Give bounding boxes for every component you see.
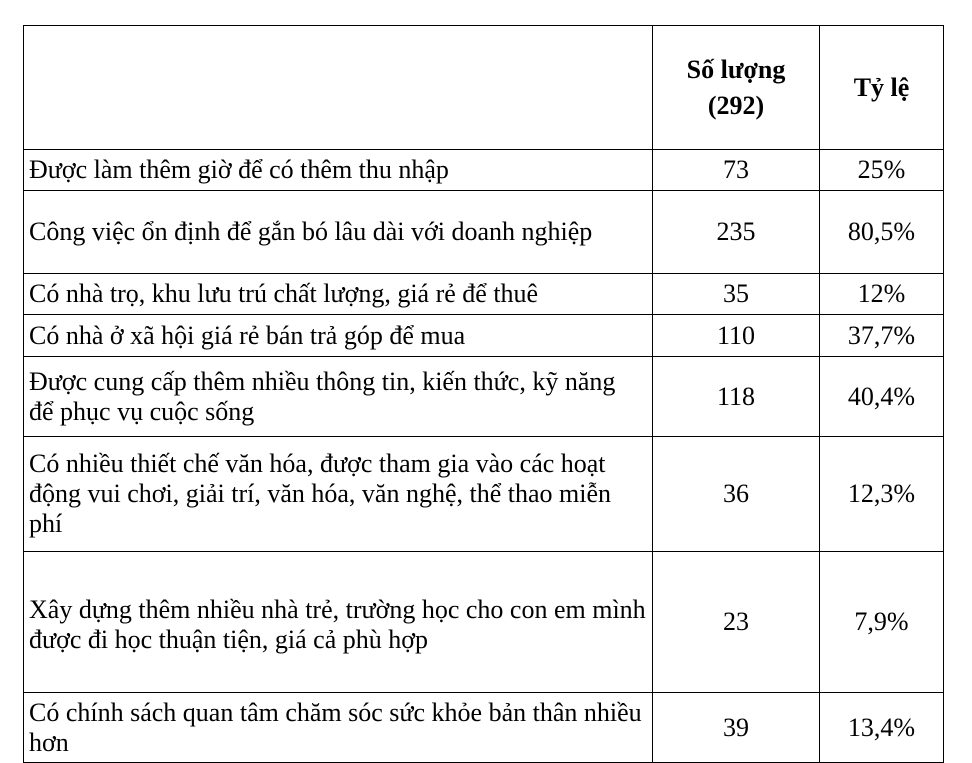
row-ratio: 80,5%	[820, 191, 944, 274]
row-description: Có nhà trọ, khu lưu trú chất lượng, giá rẻ để thuê	[24, 274, 653, 315]
table-row	[24, 274, 944, 315]
row-ratio: 12%	[820, 274, 944, 315]
header-count	[653, 26, 820, 150]
row-ratio: 25%	[820, 150, 944, 191]
table-row	[24, 437, 944, 552]
row-count: 35	[653, 274, 820, 315]
row-count: 118	[653, 357, 820, 437]
survey-table	[23, 25, 944, 763]
row-count: 73	[653, 150, 820, 191]
header-ratio: Tỷ lệ	[820, 26, 944, 150]
table-row	[24, 693, 944, 763]
row-count: 235	[653, 191, 820, 274]
header-count-label: Số lượng	[686, 54, 786, 84]
table-row	[24, 315, 944, 357]
row-count: 39	[653, 693, 820, 763]
row-ratio: 13,4%	[820, 693, 944, 763]
row-description: Xây dựng thêm nhiều nhà trẻ, trường học cho con em mình được đi học thuận tiện, giá cả phù hợp	[24, 552, 653, 693]
row-description: Công việc ổn định để gắn bó lâu dài với doanh nghiệp	[24, 191, 653, 274]
header-count-total: (292)	[707, 90, 765, 120]
row-description: Được làm thêm giờ để có thêm thu nhập	[24, 150, 653, 191]
row-ratio: 7,9%	[820, 552, 944, 693]
row-count: 36	[653, 437, 820, 552]
row-ratio: 37,7%	[820, 315, 944, 357]
table-row	[24, 150, 944, 191]
row-ratio: 40,4%	[820, 357, 944, 437]
header-row	[24, 26, 944, 150]
row-count: 110	[653, 315, 820, 357]
header-description	[24, 26, 653, 150]
table-row	[24, 552, 944, 693]
row-description: Có nhà ở xã hội giá rẻ bán trả góp để mua	[24, 315, 653, 357]
row-description: Có nhiều thiết chế văn hóa, được tham gia vào các hoạt động vui chơi, giải trí, văn hóa, văn nghệ, thể thao miễn phí	[24, 437, 653, 552]
table-row	[24, 357, 944, 437]
table-row	[24, 191, 944, 274]
row-description: Có chính sách quan tâm chăm sóc sức khỏe bản thân nhiều hơn	[24, 693, 653, 763]
row-count: 23	[653, 552, 820, 693]
row-ratio: 12,3%	[820, 437, 944, 552]
row-description: Được cung cấp thêm nhiều thông tin, kiến thức, kỹ năng để phục vụ cuộc sống	[24, 357, 653, 437]
